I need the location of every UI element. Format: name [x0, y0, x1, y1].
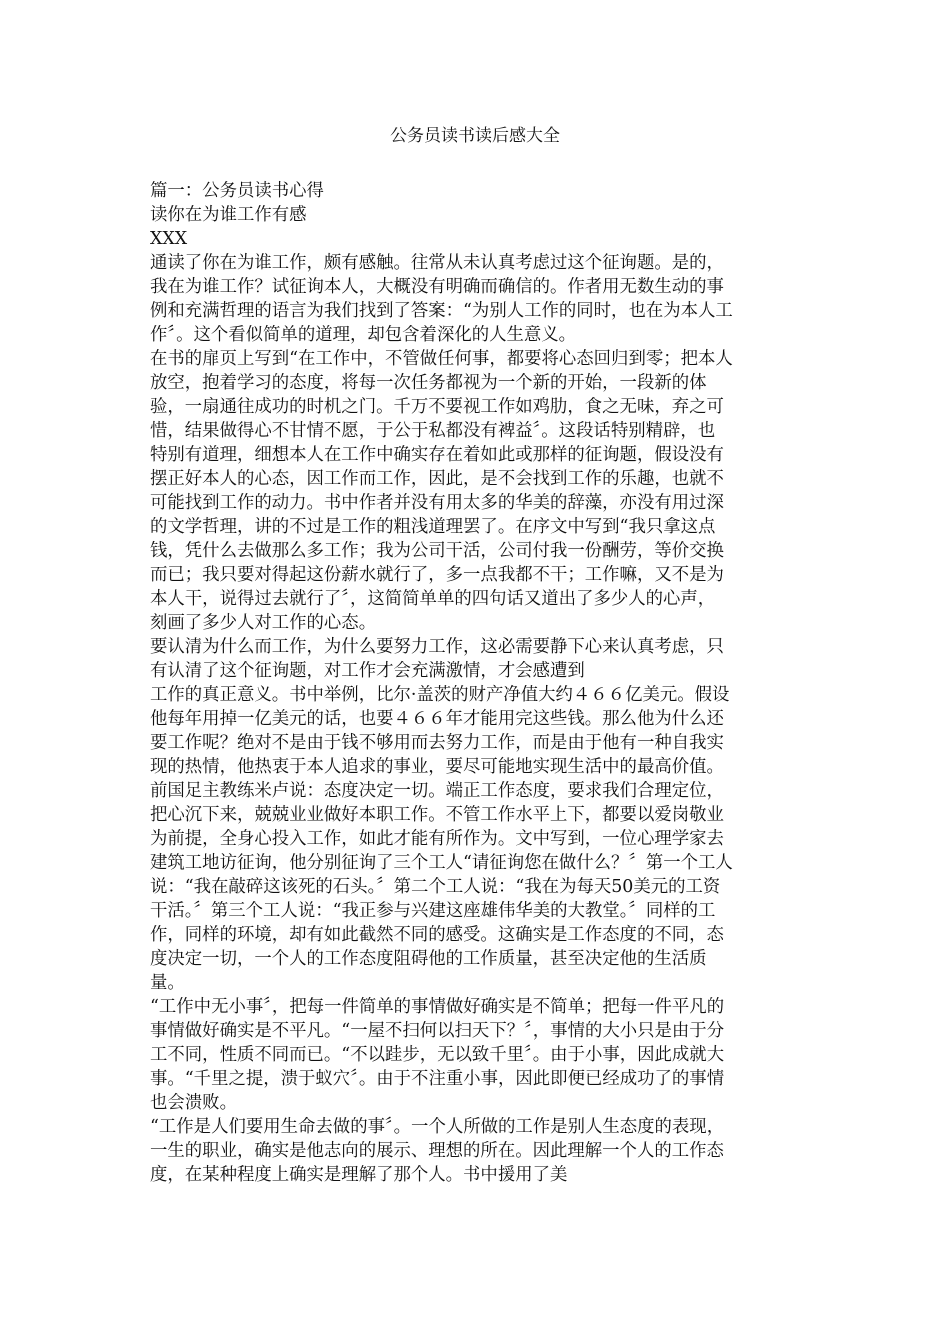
- document-page: [150, 120, 798, 1187]
- text-line: 验，一扇通往成功的时机之门。千万不要视工作如鸡肋，食之无味，弃之可: [150, 397, 724, 417]
- text-line: 有认清了这个征询题，对工作才会充满激情，才会感遭到: [150, 661, 585, 681]
- text-line: 工不同，性质不同而已。“不以跬步，无以致千里〞。由于小事，因此成就大: [150, 1045, 725, 1065]
- text-line: 的文学哲理，讲的不过是工作的粗浅道理罢了。在序文中写到“我只拿这点: [150, 517, 716, 537]
- text-line: 说：“我在敲碎这该死的石头。〞第二个工人说：“我在为每天50美元的工资: [150, 877, 721, 897]
- text-line: 而已；我只要对得起这份薪水就行了，多一点我都不干；工作嘛，又不是为: [150, 565, 724, 585]
- text-line: 摆正好本人的心态，因工作而工作，因此，是不会找到工作的乐趣，也就不: [150, 469, 724, 489]
- text-line: 要认清为什么而工作，为什么要努力工作，这必需要静下心来认真考虑，只: [150, 637, 724, 657]
- text-line: 前国足主教练米卢说：态度决定一切。端正工作态度，要求我们合理定位，: [150, 781, 724, 801]
- text-line: 刻画了多少人对工作的心态。: [150, 613, 377, 633]
- document-title: 公务员读书读后感大全: [390, 126, 560, 146]
- text-line: 我在为谁工作？试征询本人，大概没有明确而确信的。作者用无数生动的事: [150, 277, 724, 297]
- text-line: “工作中无小事〞，把每一件简单的事情做好确实是不简单；把每一件平凡的: [150, 997, 725, 1017]
- text-line: 本人干，说得过去就行了〞，这简简单单的四句话又道出了多少人的心声，: [150, 589, 716, 609]
- text-line: 度，在某种程度上确实是理解了那个人。书中援用了美: [150, 1165, 568, 1185]
- text-line: 作〞。这个看似简单的道理，却包含着深化的人生意义。: [150, 325, 577, 345]
- text-line: 为前提，全身心投入工作，如此才能有所作为。文中写到，一位心理学家去: [150, 829, 724, 849]
- text-line: 量。: [150, 973, 185, 993]
- text-line: 工作的真正意义。书中举例，比尔·盖茨的财产净值大约４６６亿美元。假设: [150, 685, 730, 705]
- text-line: 也会溃败。: [150, 1093, 237, 1113]
- text-line: 干活。〞第三个工人说：“我正参与兴建这座雄伟华美的大教堂。〞同样的工: [150, 901, 716, 921]
- text-line: 特别有道理，细想本人在工作中确实存在着如此或那样的征询题，假设没有: [150, 445, 724, 465]
- text-line: 一生的职业，确实是他志向的展示、理想的所在。因此理解一个人的工作态: [150, 1141, 724, 1161]
- text-line: 例和充满哲理的语言为我们找到了答案：“为别人工作的同时，也在为本人工: [150, 301, 733, 321]
- text-line: 放空，抱着学习的态度，将每一次任务都视为一个新的开始，一段新的体: [150, 373, 707, 393]
- text-line: 他每年用掉一亿美元的话，也要４６６年才能用完这些钱。那么他为什么还: [150, 709, 724, 729]
- text-line: 事。“千里之提，溃于蚁穴〞。由于不注重小事，因此即便已经成功了的事情: [150, 1069, 725, 1089]
- text-line: “工作是人们要用生命去做的事〞。一个人所做的工作是别人生态度的表现，: [150, 1117, 725, 1137]
- text-line: 惜，结果做得心不甘情不愿，于公于私都没有裨益〞。这段话特别精辟，也: [150, 421, 716, 441]
- text-line: 现的热情，他热衷于本人追求的事业，要尽可能地实现生活中的最高价值。: [150, 757, 724, 777]
- text-line: 篇一：公务员读书心得: [150, 181, 324, 201]
- text-line: 钱，凭什么去做那么多工作；我为公司干活，公司付我一份酬劳，等价交换: [150, 541, 724, 561]
- text-line: 度决定一切，一个人的工作态度阻碍他的工作质量，甚至决定他的生活质: [150, 949, 707, 969]
- text-line: XXX: [150, 229, 188, 249]
- text-line: 通读了你在为谁工作，颇有感触。往常从未认真考虑过这个征询题。是的，: [150, 253, 724, 273]
- text-line: 作，同样的环境，却有如此截然不同的感受。这确实是工作态度的不同，态: [150, 925, 724, 945]
- text-line: 可能找到工作的动力。书中作者并没有用太多的华美的辞藻，亦没有用过深: [150, 493, 724, 513]
- document-body: [150, 179, 798, 1187]
- text-line: 建筑工地访征询，他分别征询了三个工人“请征询您在做什么？〞第一个工人: [150, 853, 733, 873]
- text-line: 读你在为谁工作有感: [150, 205, 307, 225]
- text-line: 事情做好确实是不平凡。“一屋不扫何以扫天下？〞，事情的大小只是由于分: [150, 1021, 725, 1041]
- text-line: 在书的扉页上写到“在工作中，不管做任何事，都要将心态回归到零；把本人: [150, 349, 733, 369]
- text-line: 要工作呢？绝对不是由于钱不够用而去努力工作，而是由于他有一种自我实: [150, 733, 724, 753]
- text-line: 把心沉下来，兢兢业业做好本职工作。不管工作水平上下，都要以爱岗敬业: [150, 805, 724, 825]
